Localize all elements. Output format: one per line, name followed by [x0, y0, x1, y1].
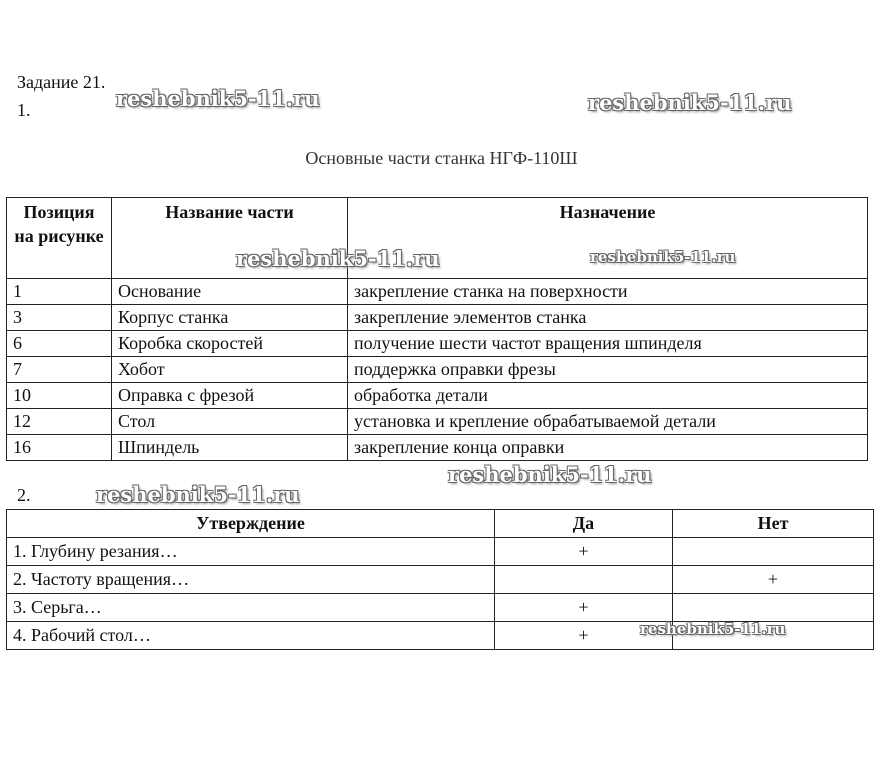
table-row — [7, 279, 868, 305]
watermark: reshebnik5-11.ru — [448, 462, 652, 487]
table-row — [7, 357, 868, 383]
cell-statement: 4. Рабочий стол… — [7, 622, 495, 650]
table-row — [7, 622, 874, 650]
cell-purpose: поддержка оправки фрезы — [348, 357, 868, 383]
cell-position: 12 — [7, 409, 112, 435]
cell-purpose: закрепление конца оправки — [348, 435, 868, 461]
cell-yes: + — [495, 538, 673, 566]
cell-position: 7 — [7, 357, 112, 383]
cell-no — [673, 538, 874, 566]
table1-caption: Основные части станка НГФ-110Ш — [305, 148, 578, 168]
cell-yes: + — [495, 594, 673, 622]
cell-purpose: получение шести частот вращения шпинделя — [348, 331, 868, 357]
watermark: reshebnik5-11.ru — [590, 248, 736, 266]
table-row — [7, 566, 874, 594]
watermark: reshebnik5-11.ru — [640, 620, 786, 638]
header-yes: Да — [495, 510, 673, 538]
cell-purpose: обработка детали — [348, 383, 868, 409]
cell-statement: 3. Серьга… — [7, 594, 495, 622]
header-no: Нет — [673, 510, 874, 538]
part2-number: 2. — [17, 485, 31, 505]
table-row — [7, 594, 874, 622]
parts-table — [6, 197, 868, 461]
cell-statement: 2. Частоту вращения… — [7, 566, 495, 594]
table-row — [7, 538, 874, 566]
cell-purpose: закрепление элементов станка — [348, 305, 868, 331]
cell-part-name: Корпус станка — [112, 305, 348, 331]
table-row — [7, 383, 868, 409]
table-row — [7, 331, 868, 357]
table-header-row — [7, 510, 874, 538]
watermark: reshebnik5-11.ru — [236, 246, 440, 271]
cell-position: 10 — [7, 383, 112, 409]
watermark: reshebnik5-11.ru — [588, 90, 792, 115]
cell-part-name: Шпиндель — [112, 435, 348, 461]
cell-part-name: Коробка скоростей — [112, 331, 348, 357]
cell-yes: + — [495, 622, 673, 650]
cell-no — [673, 594, 874, 622]
table-row — [7, 435, 868, 461]
header-statement: Утверждение — [7, 510, 495, 538]
header-purpose: Назначение — [348, 198, 868, 279]
cell-position: 3 — [7, 305, 112, 331]
cell-position: 6 — [7, 331, 112, 357]
table-row — [7, 305, 868, 331]
cell-part-name: Оправка с фрезой — [112, 383, 348, 409]
cell-purpose: закрепление станка на поверхности — [348, 279, 868, 305]
cell-no: + — [673, 566, 874, 594]
cell-part-name: Основание — [112, 279, 348, 305]
watermark: reshebnik5-11.ru — [96, 482, 300, 507]
cell-position: 16 — [7, 435, 112, 461]
header-position: Позиция на рисунке — [7, 198, 112, 279]
table-header-row — [7, 198, 868, 279]
watermark: reshebnik5-11.ru — [116, 86, 320, 111]
cell-part-name: Хобот — [112, 357, 348, 383]
cell-no — [673, 622, 874, 650]
cell-purpose: установка и крепление обрабатываемой детали — [348, 409, 868, 435]
cell-position: 1 — [7, 279, 112, 305]
cell-yes — [495, 566, 673, 594]
part1-number: 1. — [17, 100, 31, 120]
table-row — [7, 409, 868, 435]
task-heading: Задание 21. — [17, 72, 106, 92]
header-part-name: Название части — [112, 198, 348, 279]
cell-part-name: Стол — [112, 409, 348, 435]
cell-statement: 1. Глубину резания… — [7, 538, 495, 566]
statements-table — [6, 509, 874, 650]
